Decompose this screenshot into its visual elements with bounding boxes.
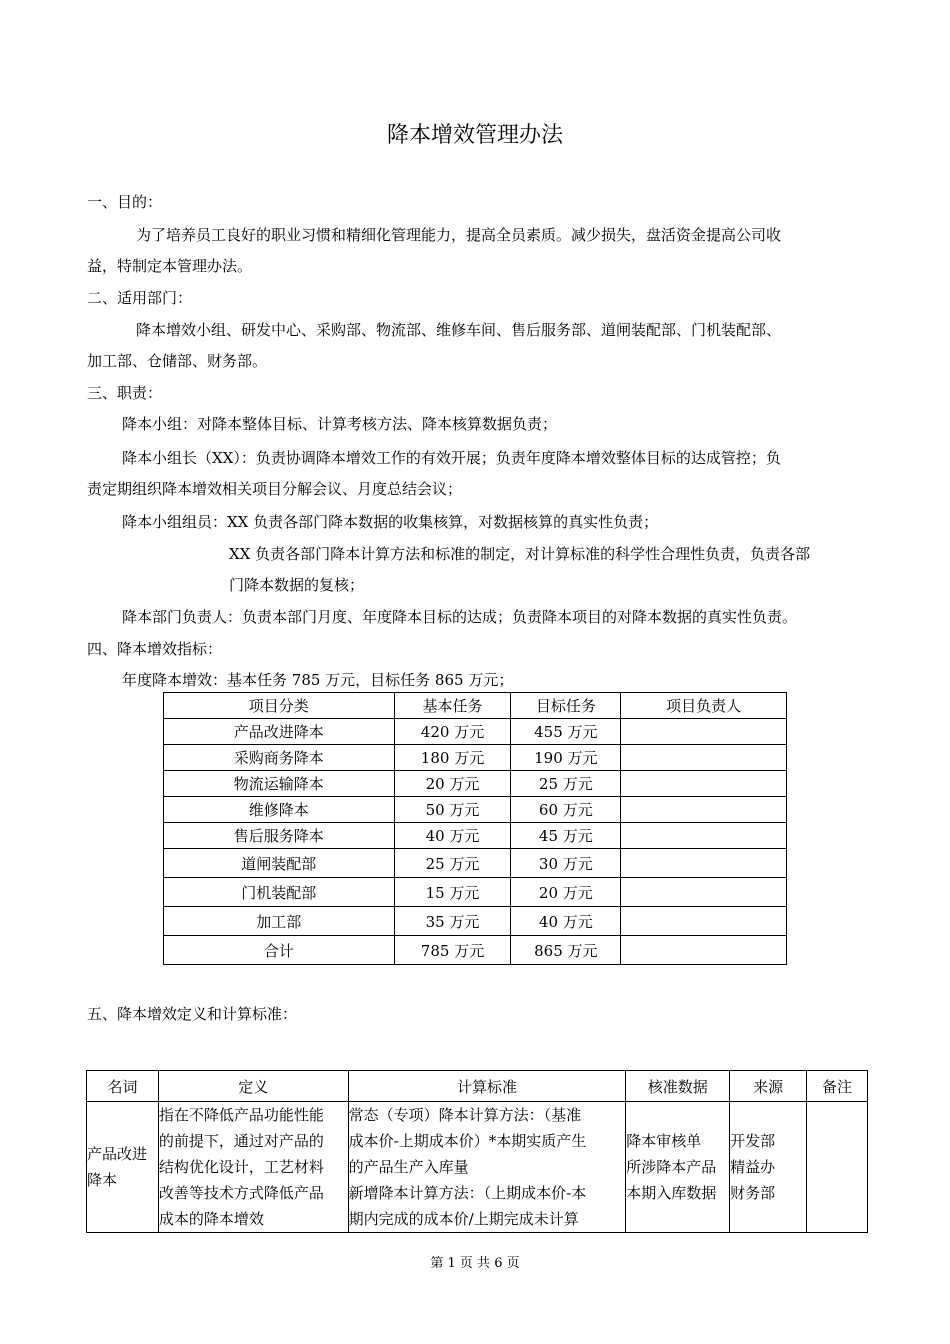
table-cell: 190 万元 — [511, 745, 621, 771]
table-cell — [621, 878, 787, 907]
approved-data-line: 所涉降本产品 — [626, 1158, 717, 1176]
section-2-paragraph-line: 加工部、仓储部、财务部。 — [87, 352, 268, 370]
duty-line: 降本小组组员：XX 负责各部门降本数据的收集核算，对数据核算的真实性负责； — [122, 513, 659, 531]
table-row — [87, 1102, 868, 1233]
table-row — [164, 797, 787, 823]
table-header-cell: 项目负责人 — [621, 693, 787, 719]
source-line: 财务部 — [730, 1184, 776, 1202]
target-table — [163, 692, 787, 965]
table-row — [164, 771, 787, 797]
definition-line: 成本的降本增效 — [158, 1210, 264, 1228]
section-2-paragraph-line: 降本增效小组、研发中心、采购部、物流部、维修车间、售后服务部、道闸装配部、门机装配部、 — [136, 321, 782, 339]
table-row — [164, 745, 787, 771]
section-4-heading: 四、降本增效指标： — [87, 640, 223, 658]
source-cell — [730, 1102, 807, 1233]
duty-line: 降本小组长（XX）：负责协调降本增效工作的有效开展；负责年度降本增效整体目标的达成管控；负 — [122, 449, 781, 467]
table-cell: 物流运输降本 — [164, 771, 395, 797]
table-cell: 产品改进降本 — [164, 719, 395, 745]
table-header-cell: 名词 — [87, 1071, 159, 1102]
table-header-cell: 来源 — [730, 1071, 807, 1102]
table-row — [164, 907, 787, 936]
source-line: 开发部 — [730, 1132, 776, 1150]
table-cell: 加工部 — [164, 907, 395, 936]
definition-line: 改善等技术方式降低产品 — [158, 1184, 324, 1202]
table-cell: 20 万元 — [394, 771, 511, 797]
table-header-cell: 定义 — [158, 1071, 348, 1102]
table-header-cell: 基本任务 — [394, 693, 511, 719]
table-cell — [621, 797, 787, 823]
calc-line: 常态（专项）降本计算方法：（基准 — [348, 1106, 582, 1124]
table-cell — [621, 745, 787, 771]
page-footer: 第 1 页 共 6 页 — [430, 1256, 520, 1271]
source-line: 精益办 — [730, 1158, 776, 1176]
section-5-heading: 五、降本增效定义和计算标准： — [87, 1005, 298, 1023]
table-cell: 25 万元 — [394, 849, 511, 878]
definition-table — [86, 1070, 868, 1233]
table-cell: 40 万元 — [394, 823, 511, 849]
duty-line: 责定期组织降本增效相关项目分解会议、月度总结会议； — [87, 480, 463, 498]
table-cell: 40 万元 — [511, 907, 621, 936]
table-cell: 售后服务降本 — [164, 823, 395, 849]
note-cell — [807, 1102, 868, 1233]
table-header-row — [164, 693, 787, 719]
table-cell: 60 万元 — [511, 797, 621, 823]
section-2-heading: 二、适用部门： — [87, 289, 193, 307]
duty-line: 降本小组：对降本整体目标、计算考核方法、降本核算数据负责； — [122, 415, 558, 433]
calc-standard-cell — [348, 1102, 626, 1233]
table-cell: 采购商务降本 — [164, 745, 395, 771]
table-header-cell: 备注 — [807, 1071, 868, 1102]
table-header-cell: 项目分类 — [164, 693, 395, 719]
calc-line: 期内完成的成本价/上期完成未计算 — [348, 1210, 579, 1228]
section-3-heading: 三、职责： — [87, 384, 163, 402]
table-row — [164, 878, 787, 907]
table-cell: 维修降本 — [164, 797, 395, 823]
term-line: 降本 — [87, 1171, 118, 1189]
page-title: 降本增效管理办法 — [386, 123, 563, 148]
duty-line: XX 负责各部门降本计算方法和标准的制定，对计算标准的科学性合理性负责，负责各部 — [229, 545, 811, 563]
calc-line: 的产品生产入库量 — [348, 1158, 469, 1176]
table-cell: 15 万元 — [394, 878, 511, 907]
table-cell: 50 万元 — [394, 797, 511, 823]
table-header-cell: 目标任务 — [511, 693, 621, 719]
definition-cell — [158, 1102, 348, 1233]
table-cell: 180 万元 — [394, 745, 511, 771]
approved-data-line: 本期入库数据 — [626, 1184, 717, 1202]
table-cell — [621, 907, 787, 936]
table-cell: 420 万元 — [394, 719, 511, 745]
section-1-paragraph-line: 益，特制定本管理办法。 — [87, 257, 253, 275]
definition-line: 结构优化设计，工艺材料 — [158, 1158, 324, 1176]
approved-data-line: 降本审核单 — [626, 1132, 702, 1150]
table-cell: 30 万元 — [511, 849, 621, 878]
table-row — [164, 936, 787, 965]
table-cell: 25 万元 — [511, 771, 621, 797]
section-4-intro: 年度降本增效：基本任务 785 万元，目标任务 865 万元； — [122, 671, 514, 689]
duty-line: 门降本数据的复核； — [229, 576, 365, 594]
term-line: 产品改进 — [87, 1145, 148, 1163]
table-cell: 20 万元 — [511, 878, 621, 907]
table-cell: 合计 — [164, 936, 395, 965]
table-cell: 455 万元 — [511, 719, 621, 745]
table-cell: 45 万元 — [511, 823, 621, 849]
calc-line: 新增降本计算方法：（上期成本价-本 — [348, 1184, 587, 1202]
table-cell — [621, 823, 787, 849]
term-cell — [87, 1102, 159, 1233]
section-1-paragraph-line: 为了培养员工良好的职业习惯和精细化管理能力，提高全员素质。减少损失，盘活资金提高公司收 — [136, 226, 782, 244]
table-cell: 道闸装配部 — [164, 849, 395, 878]
table-header-cell: 计算标准 — [348, 1071, 626, 1102]
table-row — [164, 823, 787, 849]
definition-line: 的前提下，通过对产品的 — [158, 1132, 324, 1150]
table-cell — [621, 849, 787, 878]
table-cell — [621, 771, 787, 797]
approved-data-cell — [626, 1102, 730, 1233]
table-row — [164, 719, 787, 745]
table-cell — [621, 936, 787, 965]
table-header-cell: 核准数据 — [626, 1071, 730, 1102]
calc-line: 成本价-上期成本价）*本期实质产生 — [348, 1132, 587, 1150]
definition-line: 指在不降低产品功能性能 — [158, 1106, 324, 1124]
table-header-row — [87, 1071, 868, 1102]
table-cell: 35 万元 — [394, 907, 511, 936]
table-cell — [621, 719, 787, 745]
section-1-heading: 一、目的： — [87, 193, 163, 211]
table-row — [164, 849, 787, 878]
duty-line: 降本部门负责人：负责本部门月度、年度降本目标的达成；负责降本项目的对降本数据的真实性负责。 — [122, 608, 798, 626]
table-cell: 门机装配部 — [164, 878, 395, 907]
table-cell: 785 万元 — [394, 936, 511, 965]
table-cell: 865 万元 — [511, 936, 621, 965]
